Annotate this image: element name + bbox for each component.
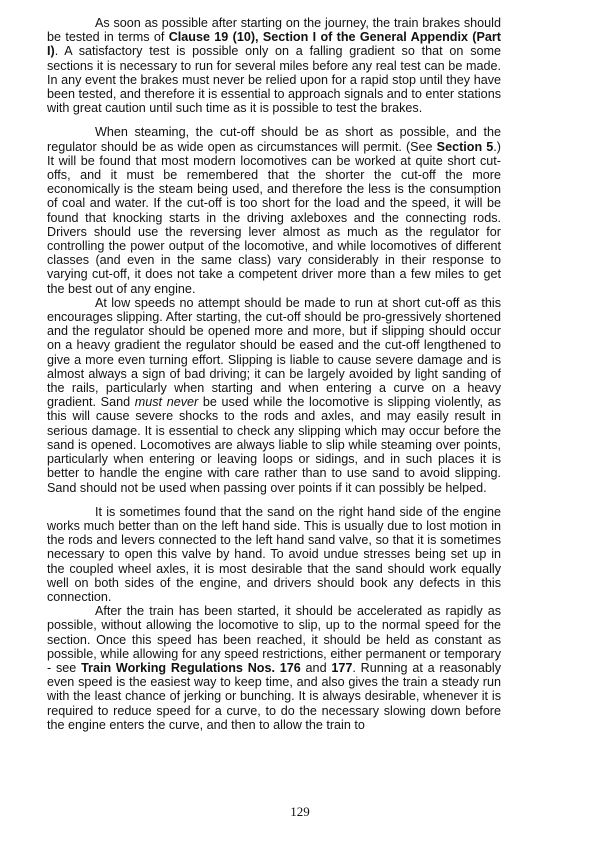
text-run: .) It will be found that most modern locomotives can be worked at quite short cut-offs, and it must be remembered that the shorter the cut-off the more economically is the steam being used, and therefore the less is the consumption of coal and water. If the cut-off is too short for the load and the speed, it will be found that knocking starts in the driving axleboxes and the connecting rods. Drivers should use the reversing lever almost as much as the regulator for controlling the power output of the locomotive, and while locomotives of different classes (and even in the same class) vary considerably in their response to varying cut-off, it does not take a competent driver more than a few miles to get the best out of any engine. (47, 139, 501, 296)
text-run: and (300, 660, 332, 675)
text-run: It is sometimes found that the sand on the right hand side of the engine works much better than on the left hand side. This is usually due to lost motion in the rods and levers connected to the left hand sand valve, so that it is sometimes necessary to open this valve by hand. To avoid undue stresses being set up in the coupled wheel axles, it is most desirable that the sand should work equally well on both sides of the engine, and drivers should book any defects in this connection. (47, 504, 501, 604)
bold-reference: Clause 19 (10), Section I of the General Appendix (Part I) (47, 30, 501, 59)
bold-reference: Train Working Regulations Nos. 176 (81, 660, 301, 675)
text-run: . A satisfactory test is possible only on a falling gradient so that on some sections it is necessary to run for several miles before any real test can be made. In any event the brakes must never be relied upon for a rapid stop until they have been tested, and therefore it is essential to approach signals and to enter stations with great caution until such time as it is possible to test the brakes. (47, 44, 501, 116)
page-body (47, 16, 501, 732)
text-run: At low speeds no attempt should be made to run at short cut-off as this encourages slipping. After starting, the cut-off should be pro-gressively shortened and the regulator should be opened more and more, but if slipping should occur on a heavy gradient the regulator should be eased and the cut-off lengthened to give a more even turning effort. Slipping is liable to cause severe damage and is almost always a sign of bad driving; it can be largely avoided by light sanding of the rails, particularly when starting and when entering a curve on a heavy gradient. Sand (47, 295, 501, 410)
text-run: When steaming, the cut-off should be as short as possible, and the regulator should be as wide open as circumstances will permit. (See (47, 125, 501, 154)
paragraph (47, 604, 501, 732)
paragraph (47, 296, 501, 495)
paragraph (47, 505, 501, 604)
page-number: 129 (290, 804, 310, 819)
bold-reference: Section 5 (436, 139, 494, 154)
paragraph (47, 125, 501, 295)
text-run: As soon as possible after starting on the journey, the train brakes should be tested in terms of (47, 16, 501, 45)
text-run: After the train has been started, it should be accelerated as rapidly as possible, without allowing the locomotive to slip, up to the normal speed for the section. Once this speed has been reached, it should be held as constant as possible, while allowing for any speed restrictions, either permanent or temporary - see (47, 604, 501, 675)
emphasis: must never (134, 395, 199, 410)
bold-reference: 177 (331, 660, 353, 675)
text-run: . Running at a reasonably even speed is the easiest way to keep time, and also gives the train a steady run with the least chance of jerking or bunching. It is always desirable, whenever it is required to reduce speed for a curve, to do the necessary slowing down before the engine enters the curve, and then to allow the train to (47, 660, 502, 732)
paragraph (47, 16, 501, 115)
text-run: be used while the locomotive is slipping violently, as this will cause severe shocks to the rods and axles, and may easily result in serious damage. It is essential to check any slipping which may occur before the sand is opened. Locomotives are always liable to slip while steaming over points, particularly when entering or leaving loops or sidings, and in such places it is better to handle the engine with care rather than to use sand to avoid slipping. Sand should not be used when passing over points if it can possibly be helped. (47, 395, 502, 495)
